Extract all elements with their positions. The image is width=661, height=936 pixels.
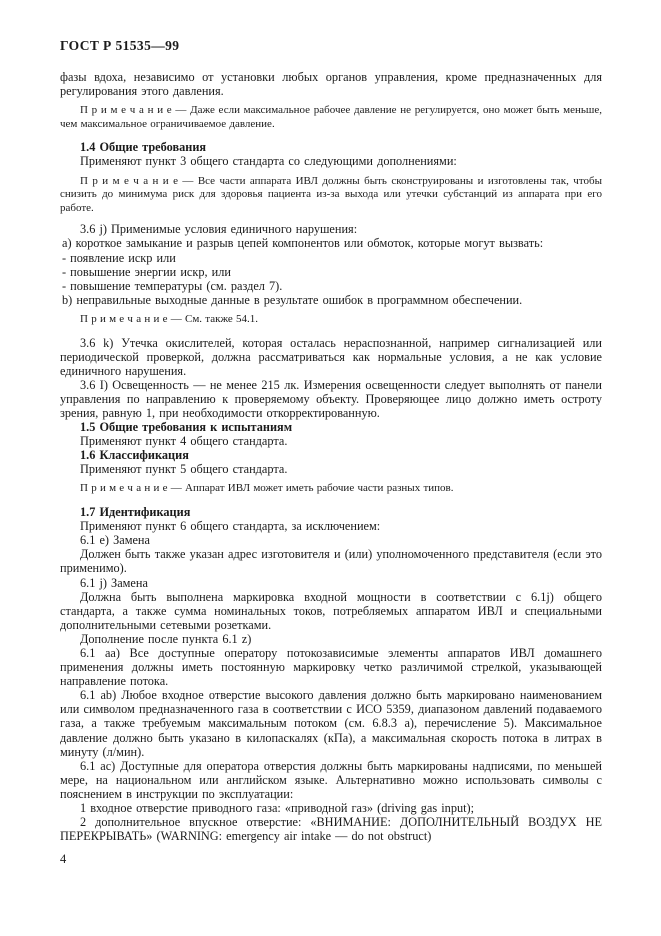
list-item-dash-temperature: - повышение температуры (см. раздел 7). — [62, 278, 283, 293]
page-number: 4 — [60, 852, 67, 867]
note-see-also: П р и м е ч а н и е — См. также 54.1. — [80, 312, 259, 325]
paragraph-port-emergency-air: 2 дополнительное впускное отверстие: «ВНИМАНИЕ: ДОПОЛНИТЕЛЬНЫЙ ВОЗДУХ НЕ ПЕРЕКРЫВАТЬ» (WARNING: emergency air intake — do not obstruct) — [60, 815, 602, 844]
note-working-parts: П р и м е ч а н и е — Аппарат ИВЛ может иметь рабочие части разных типов. — [80, 482, 454, 495]
note-pressure: П р и м е ч а н и е — Даже если максимальное рабочее давление не регулируется, оно может быть меньше, чем максимальное ограничиваемое давление. — [60, 104, 602, 130]
section-heading-1-4: 1.4 Общие требования — [80, 140, 207, 155]
paragraph-6-1-ab: 6.1 ab) Любое входное отверстие высокого давления должно быть маркировано наименованием или символом предназначенного газа в соответствии с ИСО 5359, диапазоном давлений подаваемого газа, а также требуемым максимальным потоком (см. 6.8.3 а), перечисление 5). Максимальное давление должно быть указано в килопаскалях (кПа), а максимальная скорость потока в литрах в минуту (л/мин). — [60, 688, 602, 759]
doc-code: ГОСТ Р 51535—99 — [60, 38, 180, 53]
paragraph-6-1-j-replace: 6.1 j) Замена — [80, 575, 148, 590]
paragraph-6-1-j-text: Должна быть выполнена маркировка входной мощности в соответствии с 6.1j) общего стандарта, а также сумма номинальных токов, потребляемых аппаратом ИВЛ и специальными дополнительными сетевыми розетками. — [60, 589, 602, 632]
section-heading-1-6: 1.6 Классификация — [80, 448, 189, 463]
list-item-dash-sparks: - появление искр или — [62, 250, 176, 265]
paragraph-port-driving-gas: 1 входное отверстие приводного газа: «приводной газ» (driving gas input); — [80, 801, 475, 815]
note-ventilator-parts: П р и м е ч а н и е — Все части аппарата ИВЛ должны быть сконструированы и изготовлены так, чтобы снизить до минимума риск для здоровья пациента из-за выхода или утечки субстанций из аппарата при его работе. — [60, 174, 602, 214]
paragraph-3-6-k: 3.6 k) Утечка окислителей, которая осталась нераспознанной, например сигнализацией или периодической проверкой, должна рассматриваться как нормальные условия, а не как условие единичного нарушения. — [60, 335, 602, 378]
list-item-b: b) неправильные выходные данные в результате ошибок в программном обеспечении. — [62, 292, 523, 307]
paragraph-6-1-aa: 6.1 aa) Все доступные оператору потокозависимые элементы аппаратов ИВЛ домашнего применения должны иметь постоянную маркировку четко различимой стрелкой, указывающей направление потока. — [60, 645, 602, 689]
paragraph-apply-clause-5: Применяют пункт 5 общего стандарта. — [80, 462, 288, 477]
section-heading-1-5: 1.5 Общие требования к испытаниям — [80, 420, 293, 435]
paragraph-intro: фазы вдоха, независимо от установки любых органов управления, кроме предназначенных для регулирования этого давления. — [60, 70, 602, 99]
paragraph-3-6-j: 3.6 j) Применимые условия единичного нарушения: — [80, 222, 358, 237]
paragraph-3-6-l: 3.6 I) Освещенность — не менее 215 лк. Измерения освещенности следует выполнять от панели управления по направлению к проверяемому объекту. Проверяющее лицо должно иметь остроту зрения, равную 1, при необходимости откорректированную. — [60, 377, 602, 420]
paragraph-6-1-ac: 6.1 ac) Доступные для оператора отверстия должны быть маркированы надписями, по меньшей мере, на национальном или английском языке. Альтернативно можно использовать символы с пояснением в инструкции по эксплуатации: — [60, 758, 602, 801]
paragraph-apply-clause-4: Применяют пункт 4 общего стандарта. — [80, 434, 288, 449]
section-heading-1-7: 1.7 Идентификация — [80, 505, 191, 520]
list-item-a: a) короткое замыкание и разрыв цепей компонентов или обмоток, которые могут вызвать: — [62, 236, 544, 251]
paragraph-apply-clause-3: Применяют пункт 3 общего стандарта со следующими дополнениями: — [80, 154, 457, 169]
paragraph-6-1-e-replace: 6.1 e) Замена — [80, 533, 150, 548]
paragraph-6-1-e-text: Должен быть также указан адрес изготовителя и (или) уполномоченного представителя (если это применимо). — [60, 547, 602, 576]
list-item-dash-spark-energy: - повышение энергии искр, или — [62, 264, 231, 279]
paragraph-apply-clause-6: Применяют пункт 6 общего стандарта, за исключением: — [80, 519, 381, 534]
paragraph-addition-after-6-1-z: Дополнение после пункта 6.1 z) — [80, 631, 252, 646]
